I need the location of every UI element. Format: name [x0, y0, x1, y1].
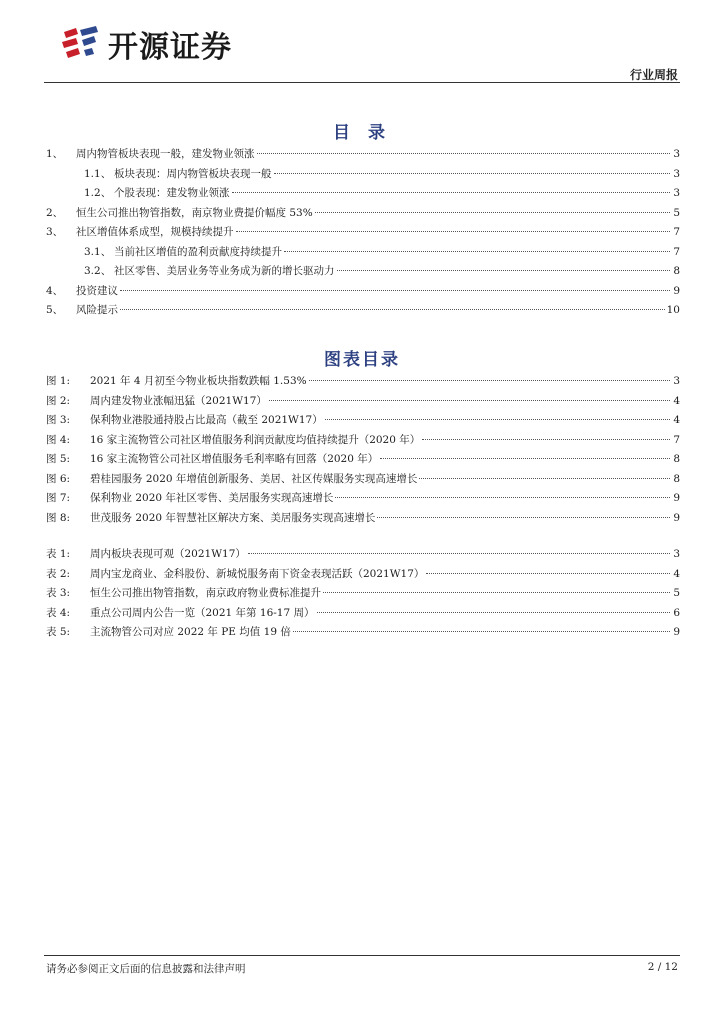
toc-entry[interactable] — [46, 373, 680, 393]
entry-number: 图 4: — [46, 433, 71, 446]
dot-leader — [323, 592, 670, 593]
logo-mark-icon — [60, 26, 100, 62]
entry-page: 8 — [673, 472, 680, 485]
entry-page: 3 — [673, 187, 680, 199]
entry-label: 社区零售、美居业务等业务成为新的增长驱动力 — [114, 265, 335, 277]
entry-page: 9 — [673, 492, 680, 504]
dot-leader — [257, 153, 671, 154]
entry-page: 6 — [673, 606, 680, 619]
dot-leader — [293, 631, 670, 632]
entry-page: 3 — [673, 548, 680, 560]
toc-entry[interactable] — [46, 566, 680, 586]
entry-label: 恒生公司推出物管指数，南京政府物业费标准提升 — [90, 587, 321, 599]
toc-entry[interactable] — [46, 412, 680, 432]
entry-label: 风险提示 — [76, 304, 118, 316]
entry-page: 3 — [673, 148, 680, 160]
toc-entry[interactable] — [46, 205, 680, 225]
dot-leader — [426, 573, 670, 574]
entry-label: 周内物管板块表现一般，建发物业领涨 — [76, 148, 255, 160]
dot-leader — [422, 439, 670, 440]
entry-number: 图 8: — [46, 511, 71, 524]
entry-label: 当前社区增值的盈利贡献度持续提升 — [114, 245, 282, 258]
entry-label: 社区增值体系成型，规模持续提升 — [76, 226, 234, 238]
entry-page: 9 — [673, 626, 680, 638]
entry-label: 保利物业港股通持股占比最高（截至 2021W17） — [90, 414, 323, 426]
figure-index-title: 图表目录 — [324, 350, 400, 370]
entry-label: 个股表现：建发物业领涨 — [114, 187, 230, 199]
entry-page: 8 — [673, 453, 680, 465]
entry-page: 4 — [673, 414, 680, 426]
dot-leader — [284, 251, 670, 252]
dot-leader — [315, 212, 670, 213]
dot-leader — [120, 290, 670, 291]
entry-number: 5、 — [46, 304, 64, 316]
toc-entry[interactable] — [46, 393, 680, 413]
entry-number: 表 4: — [46, 606, 71, 619]
entry-number: 表 5: — [46, 626, 71, 638]
toc-entry[interactable] — [46, 432, 680, 452]
entry-label: 主流物管公司对应 2022 年 PE 均值 19 倍 — [90, 626, 291, 638]
toc-entry[interactable] — [46, 451, 680, 471]
dot-leader — [335, 497, 670, 498]
entry-number: 3.1、 — [84, 245, 112, 258]
toc-entry[interactable] — [46, 585, 680, 605]
toc-entry[interactable] — [46, 283, 680, 303]
entry-label: 16 家主流物管公司社区增值服务毛利率略有回落（2020 年） — [90, 453, 379, 465]
dot-leader — [248, 553, 670, 554]
toc-entry[interactable] — [46, 546, 680, 566]
dot-leader — [380, 458, 670, 459]
toc-entry[interactable] — [46, 624, 680, 644]
toc-entry[interactable] — [46, 490, 680, 510]
entry-number: 图 2: — [46, 394, 71, 407]
dot-leader — [317, 612, 670, 613]
entry-label: 保利物业 2020 年社区零售、美居服务实现高速增长 — [90, 492, 334, 504]
entry-page: 5 — [673, 587, 680, 599]
toc-entry[interactable] — [46, 185, 680, 205]
entry-number: 图 7: — [46, 492, 71, 504]
dot-leader — [325, 419, 670, 420]
entry-page: 3 — [673, 167, 680, 180]
company-logo — [60, 22, 232, 66]
entry-number: 1、 — [46, 148, 64, 160]
entry-page: 7 — [673, 245, 680, 258]
entry-page: 8 — [673, 265, 680, 277]
toc-entry[interactable] — [46, 166, 680, 186]
entry-number: 表 3: — [46, 587, 71, 599]
entry-label: 2021 年 4 月初至今物业板块指数跌幅 1.53% — [90, 375, 307, 387]
toc-entry[interactable] — [46, 471, 680, 491]
entry-number: 4、 — [46, 284, 64, 297]
toc-entry[interactable] — [46, 302, 680, 322]
toc-entry[interactable] — [46, 146, 680, 166]
entry-label: 投资建议 — [76, 284, 118, 297]
toc-title: 目 录 — [333, 123, 391, 143]
footer-disclaimer: 请务必参阅正文后面的信息披露和法律声明 — [46, 963, 246, 975]
toc-entry[interactable] — [46, 605, 680, 625]
page-number: 2 / 12 — [647, 961, 678, 973]
entry-label: 重点公司周内公告一览（2021 年第 16-17 周） — [90, 606, 315, 619]
footer-divider — [44, 955, 680, 956]
dot-leader — [337, 270, 671, 271]
entry-page: 4 — [673, 394, 680, 407]
dot-leader — [120, 309, 665, 310]
entry-number: 图 6: — [46, 472, 71, 485]
entry-page: 5 — [673, 206, 680, 219]
entry-label: 周内建发物业涨幅迅猛（2021W17） — [90, 394, 267, 407]
entry-label: 周内宝龙商业、金科股份、新城悦服务南下资金表现活跃（2021W17） — [90, 567, 425, 580]
entry-number: 表 1: — [46, 548, 71, 560]
entry-label: 世茂服务 2020 年智慧社区解决方案、美居服务实现高速增长 — [90, 511, 376, 524]
header-divider — [44, 82, 680, 83]
document-type: 行业周报 — [629, 68, 678, 82]
entry-label: 16 家主流物管公司社区增值服务利润贡献度均值持续提升（2020 年） — [90, 433, 421, 446]
toc-entry[interactable] — [46, 244, 680, 264]
entry-label: 碧桂园服务 2020 年增值创新服务、美居、社区传媒服务实现高速增长 — [90, 472, 418, 485]
dot-leader — [419, 478, 670, 479]
entry-number: 图 1: — [46, 375, 71, 387]
dot-leader — [309, 380, 670, 381]
entry-number: 2、 — [46, 206, 64, 219]
dot-leader — [236, 231, 671, 232]
entry-number: 1.1、 — [84, 167, 112, 180]
dot-leader — [232, 192, 671, 193]
company-name: 开源证券 — [108, 30, 232, 65]
entry-label: 周内板块表现可观（2021W17） — [90, 548, 246, 560]
entry-label: 恒生公司推出物管指数，南京物业费提价幅度 53% — [76, 206, 313, 219]
entry-page: 10 — [666, 304, 680, 316]
entry-page: 7 — [673, 433, 680, 446]
entry-label: 板块表现：周内物管板块表现一般 — [114, 167, 272, 180]
entry-number: 表 2: — [46, 567, 71, 580]
entry-number: 图 5: — [46, 453, 71, 465]
dot-leader — [274, 173, 671, 174]
entry-page: 7 — [673, 226, 680, 238]
dot-leader — [269, 400, 670, 401]
toc-entry[interactable] — [46, 510, 680, 530]
figure-index — [46, 373, 680, 529]
table-of-contents — [46, 146, 680, 322]
entry-page: 3 — [673, 375, 680, 387]
entry-page: 4 — [673, 567, 680, 580]
entry-page: 9 — [673, 284, 680, 297]
entry-number: 3.2、 — [84, 265, 112, 277]
toc-entry[interactable] — [46, 224, 680, 244]
entry-number: 图 3: — [46, 414, 71, 426]
page-header — [44, 14, 680, 84]
table-index — [46, 546, 680, 644]
entry-page: 9 — [673, 511, 680, 524]
dot-leader — [377, 517, 670, 518]
toc-entry[interactable] — [46, 263, 680, 283]
entry-number: 3、 — [46, 226, 64, 238]
entry-number: 1.2、 — [84, 187, 112, 199]
